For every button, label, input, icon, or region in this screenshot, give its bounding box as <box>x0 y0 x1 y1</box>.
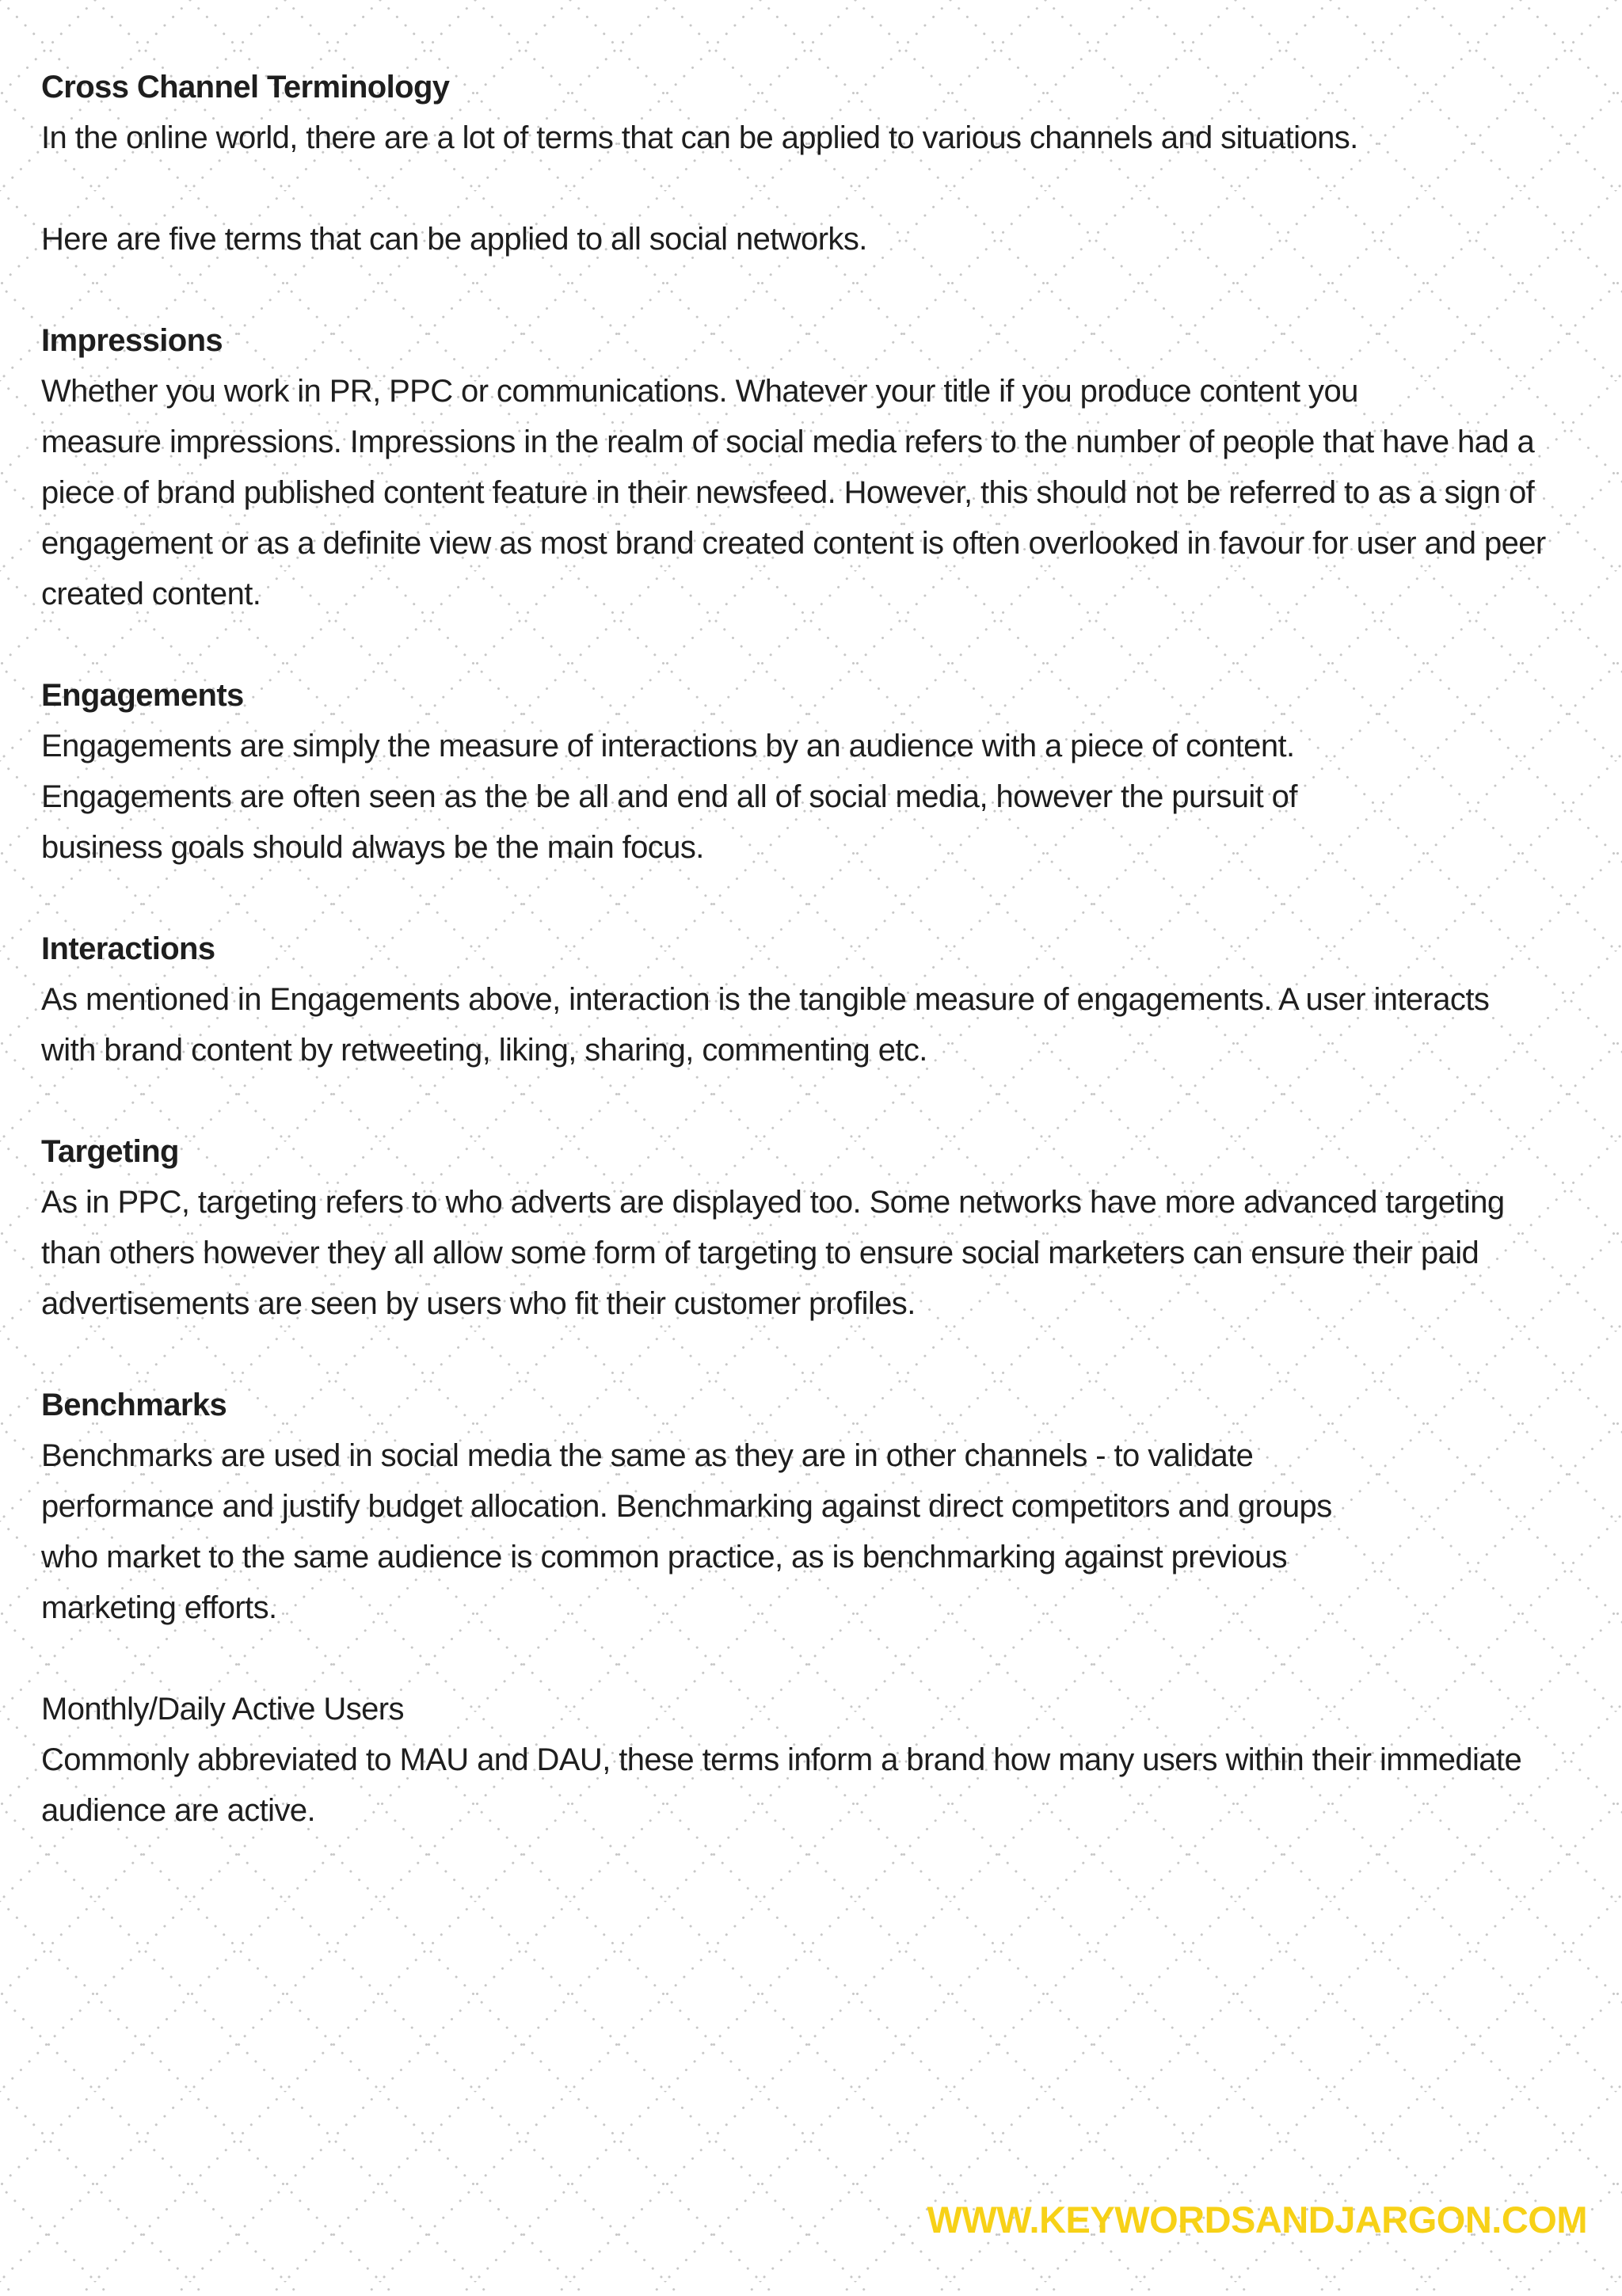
section-targeting <box>41 1126 1593 1380</box>
section-line: Commonly abbreviated to MAU and DAU, these terms inform a brand how many users within their immediate <box>41 1742 1522 1777</box>
section-line: As in PPC, targeting refers to who adverts are displayed too. Some networks have more advanced targeting <box>41 1185 1505 1220</box>
section-heading: Benchmarks <box>41 1388 227 1422</box>
section-line: Benchmarks are used in social media the same as they are in other channels - to validate <box>41 1438 1254 1473</box>
section-line: Whether you work in PR, PPC or communications. Whatever your title if you produce content you <box>41 374 1358 409</box>
section-line: As mentioned in Engagements above, interaction is the tangible measure of engagements. A user interacts <box>41 982 1490 1017</box>
section-line: engagement or as a definite view as most brand created content is often overlooked in favour for user and peer <box>41 526 1546 561</box>
section-line: measure impressions. Impressions in the realm of social media refers to the number of people that have had a <box>41 425 1535 459</box>
section-heading: Monthly/Daily Active Users <box>41 1692 404 1727</box>
section-heading: Interactions <box>41 931 215 966</box>
document-body <box>41 62 1593 1836</box>
section-line: business goals should always be the main focus. <box>41 830 704 865</box>
section-benchmarks <box>41 1380 1593 1684</box>
website-link[interactable]: WWW.KEYWORDSANDJARGON.COM <box>927 2199 1587 2241</box>
section-line: audience are active. <box>41 1793 316 1828</box>
section-engagements <box>41 670 1593 923</box>
intro-line: In the online world, there are a lot of terms that can be applied to various channels and situations. <box>41 120 1358 155</box>
section-line: than others however they all allow some form of targeting to ensure social marketers can ensure their paid <box>41 1236 1479 1270</box>
intro-block <box>41 62 1593 315</box>
section-heading: Engagements <box>41 678 244 713</box>
section-line: created content. <box>41 577 261 611</box>
section-heading: Impressions <box>41 323 223 358</box>
section-line: Engagements are simply the measure of interactions by an audience with a piece of content. <box>41 729 1295 763</box>
section-interactions <box>41 923 1593 1126</box>
section-line: with brand content by retweeting, liking, sharing, commenting etc. <box>41 1033 927 1068</box>
document-title: Cross Channel Terminology <box>41 70 450 105</box>
section-line: Engagements are often seen as the be all and end all of social media, however the pursuit of <box>41 779 1297 814</box>
section-line: marketing efforts. <box>41 1590 277 1625</box>
section-line: piece of brand published content feature in their newsfeed. However, this should not be referred to as a sign of <box>41 475 1535 510</box>
intro-subtitle: Here are five terms that can be applied to all social networks. <box>41 222 867 257</box>
section-impressions <box>41 315 1593 670</box>
section-line: performance and justify budget allocation. Benchmarking against direct competitors and groups <box>41 1489 1332 1524</box>
section-active-users <box>41 1684 1593 1836</box>
section-line: who market to the same audience is common practice, as is benchmarking against previous <box>41 1540 1288 1574</box>
section-heading: Targeting <box>41 1134 179 1169</box>
section-line: advertisements are seen by users who fit their customer profiles. <box>41 1286 916 1321</box>
